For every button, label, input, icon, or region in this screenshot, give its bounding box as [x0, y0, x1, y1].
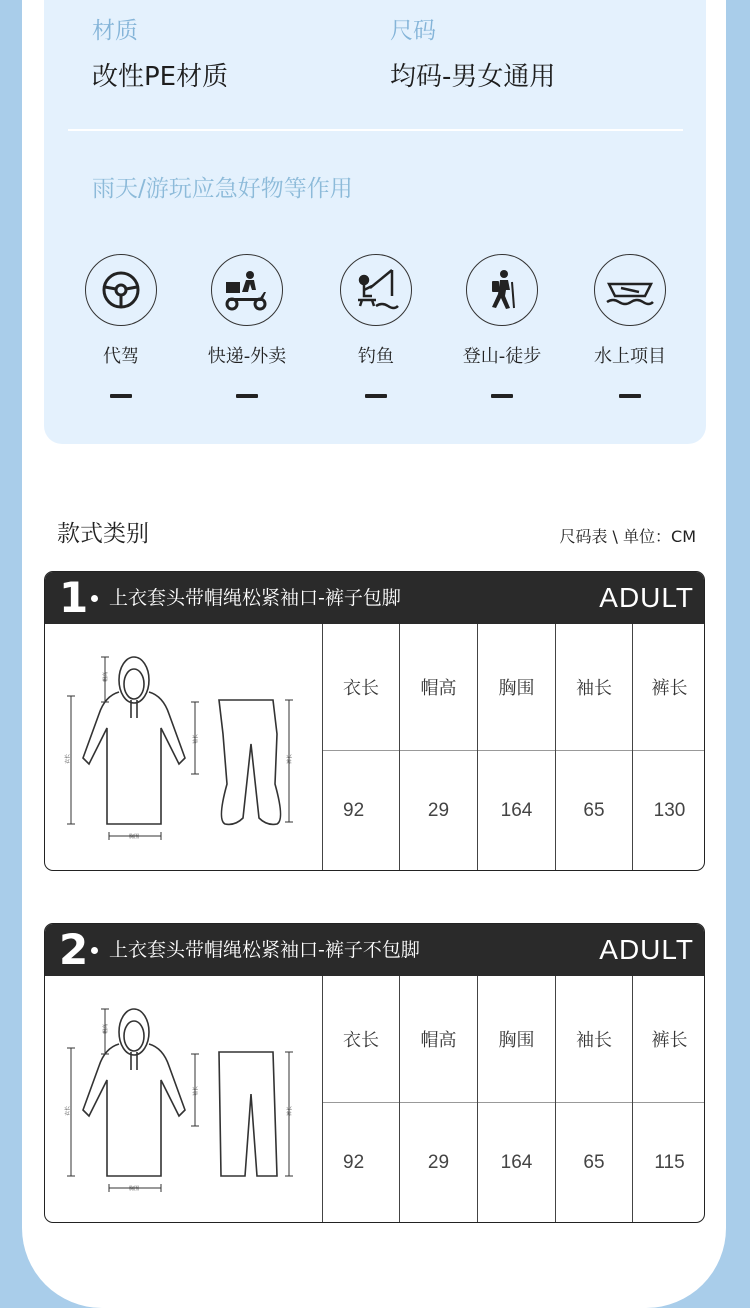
dash-marker: [491, 394, 513, 398]
svg-text:胸围: 胸围: [129, 1186, 140, 1192]
table-header-cell: 衣长: [323, 976, 400, 1102]
table-value-cell: 29: [400, 750, 478, 871]
size-value: 均码-男女通用: [390, 62, 556, 92]
use-item-driving: [51, 254, 191, 398]
size-unit-note: 尺码表 \ 单位：CM: [559, 527, 696, 546]
svg-text:袖长: 袖长: [193, 733, 199, 744]
dash-marker: [110, 394, 132, 398]
svg-text:帽高: 帽高: [103, 1023, 109, 1034]
use-label: 登山-徒步: [462, 346, 542, 367]
boat-icon: [594, 254, 666, 326]
table-header-cell: 胸围: [478, 976, 556, 1102]
bullet-dot: [91, 595, 98, 602]
use-item-water: [560, 254, 700, 398]
svg-text:衣长: 衣长: [65, 1105, 71, 1116]
card-title: 上衣套头带帽绳松紧袖口-裤子包脚: [109, 587, 401, 609]
dash-marker: [365, 394, 387, 398]
use-label: 水上项目: [594, 346, 666, 367]
adult-tag: ADULT: [599, 934, 694, 965]
table-header-cell: 裤长: [651, 678, 688, 699]
card-header: [45, 924, 704, 976]
table-header-cell: 袖长: [556, 976, 633, 1102]
material-value: 改性PE材质: [92, 62, 229, 92]
table-header-cell: 裤长: [651, 1030, 688, 1051]
steering-wheel-icon: [85, 254, 157, 326]
dash-marker: [619, 394, 641, 398]
uses-title: 雨天/游玩应急好物等作用: [92, 176, 353, 202]
bullet-dot: [91, 947, 98, 954]
adult-tag: ADULT: [599, 582, 694, 613]
divider: [68, 129, 683, 131]
table-header-cell: 胸围: [478, 624, 556, 750]
material-label: 材质: [92, 18, 138, 44]
dash-marker: [236, 394, 258, 398]
use-label: 钓鱼: [358, 346, 394, 367]
card-number: 2: [59, 925, 89, 974]
table-value-cell: 65: [556, 750, 633, 871]
hiking-icon: [466, 254, 538, 326]
raincoat-diagram: [45, 976, 323, 1223]
use-label: 代驾: [103, 346, 139, 367]
table-value-cell: 164: [478, 1102, 556, 1223]
size-table: [323, 624, 705, 871]
table-value-cell: 130: [653, 800, 686, 821]
card-header: [45, 572, 704, 624]
style-card-1: [44, 571, 705, 871]
delivery-scooter-icon: [211, 254, 283, 326]
svg-text:裤长: 裤长: [287, 753, 293, 764]
use-label: 快递-外卖: [207, 346, 287, 367]
table-header-cell: 帽高: [400, 976, 478, 1102]
card-number: 1: [59, 573, 89, 622]
use-item-fishing: [306, 254, 446, 398]
table-value-cell: 92: [323, 1102, 400, 1223]
svg-text:衣长: 衣长: [65, 753, 71, 764]
table-header-cell: 袖长: [556, 624, 633, 750]
section-title: 款式类别: [57, 521, 149, 547]
svg-text:裤长: 裤长: [287, 1105, 293, 1116]
table-value-cell: 29: [400, 1102, 478, 1223]
use-item-delivery: [177, 254, 317, 398]
table-value-cell: 164: [478, 750, 556, 871]
svg-text:胸围: 胸围: [129, 834, 140, 840]
use-item-hiking: [432, 254, 572, 398]
table-value-cell: 115: [654, 1152, 685, 1173]
style-card-2: [44, 923, 705, 1223]
size-label: 尺码: [390, 18, 436, 44]
table-header-cell: 帽高: [400, 624, 478, 750]
table-header-cell: 衣长: [323, 624, 400, 750]
fishing-icon: [340, 254, 412, 326]
svg-text:袖长: 袖长: [193, 1085, 199, 1096]
table-value-cell: 92: [323, 750, 400, 871]
size-table: [323, 976, 705, 1223]
card-title: 上衣套头带帽绳松紧袖口-裤子不包脚: [109, 939, 420, 961]
svg-text:帽高: 帽高: [103, 671, 109, 682]
raincoat-diagram: [45, 624, 323, 871]
table-value-cell: 65: [556, 1102, 633, 1223]
